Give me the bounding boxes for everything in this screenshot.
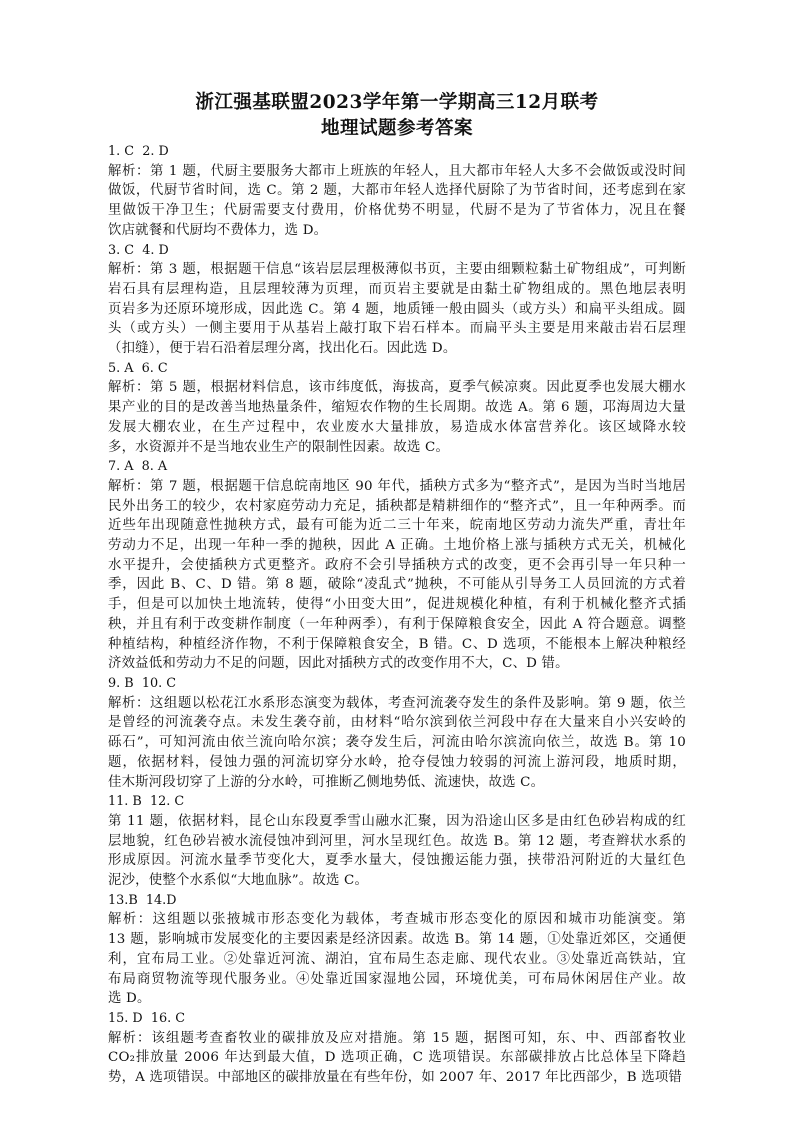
explanation-line: 佳木斯河段切穿了上游的分水岭，可推断乙侧地势低、流速快，故选 C。 bbox=[108, 774, 545, 790]
answer-section bbox=[108, 792, 686, 891]
explanation-line: 水平提升，会使插秧方式更整齐。政府不会引导插秧方式的改变，更不会再引导一年只种一 bbox=[108, 557, 686, 573]
answer-section bbox=[108, 674, 686, 792]
explanation-line: 岩石具有层理构造，且层理较薄为页理，而页岩主要就是由黏土矿物组成的。黑色地层表明 bbox=[108, 281, 686, 297]
answer-section bbox=[108, 142, 686, 241]
explanation-line: 解析：第 1 题，代厨主要服务大都市上班族的年轻人，且大都市年轻人大多不会做饭或没时间 bbox=[108, 163, 686, 179]
explanation-line: 解析：该组题考查畜牧业的碳排放及应对措施。第 15 题，据图可知，东、中、西部畜牧业 bbox=[108, 1030, 686, 1046]
explanation-line: 饮店就餐和代厨均不费体力，选 D。 bbox=[108, 222, 328, 238]
explanation-line: 13 题，影响城市发展变化的主要因素是经济因素。故选 B。第 14 题，①处靠近郊区，交通便 bbox=[108, 932, 686, 948]
explanation-line: 头（或方头）一侧主要用于从基岩上敲打取下岩石样本。而扁平头主要是用来敲击岩石层理 bbox=[108, 321, 686, 337]
explanation-line: 砾石”，可知河流由依兰流向哈尔滨；袭夺发生后，河流由哈尔滨流向依兰，故选 B。第 10 bbox=[108, 735, 686, 751]
explanation-line: 势，A 选项错误。中部地区的碳排放量在有些年份，如 2007 年、2017 年比西部少，B 选项错 bbox=[108, 1070, 683, 1086]
explanation-line: 解析：第 7 题，根据题干信息皖南地区 90 年代，插秧方式多为“整齐式”，是因为当时当地居 bbox=[108, 478, 686, 494]
explanation-line: 层地貌，红色砂岩被水流侵蚀冲到河里，河水呈现红色。故选 B。第 12 题，考查辫状水系的 bbox=[108, 833, 686, 849]
answer-section bbox=[108, 891, 686, 1009]
explanation-line: 果产业的目的是改善当地热量条件，缩短农作物的生长周期。故选 A。第 6 题，邛海周边大量 bbox=[108, 400, 686, 416]
explanation-line: 解析：第 3 题，根据题干信息“该岩层层理极薄似书页，主要由细颗粒黏土矿物组成”，可判断 bbox=[108, 262, 686, 278]
explanation-line: CO₂排放量 2006 年达到最大值，D 选项正确，C 选项错误。东部碳排放占比总体呈下降趋 bbox=[108, 1050, 686, 1066]
answer-key: 11. B 12. C bbox=[108, 794, 185, 810]
answer-key: 3. C 4. D bbox=[108, 242, 169, 258]
explanation-line: 选 D。 bbox=[108, 991, 151, 1007]
explanation-line: 做饭，代厨节省时间，选 C。第 2 题，大都市年轻人选择代厨除了为节省时间，还考虑到在家 bbox=[108, 183, 686, 199]
explanation-line: 秧，并且有利于改变耕作制度（一年种两季），有利于保障粮食安全，因此 A 符合题意。调整 bbox=[108, 616, 686, 632]
answer-section bbox=[108, 359, 686, 458]
explanation-line: （扣缝），便于岩石沿着层理分离，找出化石。因此选 D。 bbox=[108, 341, 457, 357]
answer-document bbox=[108, 90, 686, 1088]
explanation-line: 第 11 题，依据材料，昆仑山东段夏季雪山融水汇聚，因为沿途山区多是由红色砂岩构成的红 bbox=[108, 813, 686, 829]
explanation-line: 形成原因。河流水量季节变化大，夏季水量大，侵蚀搬运能力强，挟带沿河附近的大量红色 bbox=[108, 853, 686, 869]
explanation-line: 解析：第 5 题，根据材料信息，该市纬度低，海拔高，夏季气候凉爽。因此夏季也发展大棚水 bbox=[108, 380, 686, 396]
explanation-line: 解析：这组题以张掖城市形态变化为载体，考查城市形态变化的原因和城市功能演变。第 bbox=[108, 912, 686, 928]
explanation-line: 季，因此 B、C、D 错。第 8 题，破除“凌乱式”抛秧，不可能从引导务工人员回流的方式着 bbox=[108, 577, 686, 593]
explanation-line: 利，宜布局工业。②处靠近河流、湖泊，宜布局生态走廊、现代农业。③处靠近高铁站，宜 bbox=[108, 951, 686, 967]
answer-section bbox=[108, 1009, 686, 1088]
answer-key: 13.B 14.D bbox=[108, 892, 177, 908]
answer-key: 7. A 8. A bbox=[108, 459, 168, 475]
explanation-line: 页岩多为还原环境形成，因此选 C。第 4 题，地质锤一般由圆头（或方头）和扁平头组成。圆 bbox=[108, 301, 686, 317]
explanation-line: 种植结构，种植经济作物，不利于保障粮食安全，B 错。C、D 选项，不能根本上解决种粮经 bbox=[108, 636, 686, 652]
answer-sections bbox=[108, 142, 686, 1088]
answer-key: 5. A 6. C bbox=[108, 360, 168, 376]
explanation-line: 里做饭干净卫生；代厨需要支付费用，价格优势不明显，代厨不是为了节省体力，况且在餐 bbox=[108, 203, 686, 219]
explanation-line: 布局商贸物流等现代服务业。④处靠近国家湿地公园，环境优美，可布局休闲居住产业。故 bbox=[108, 971, 686, 987]
explanation-line: 劳动力不足，出现一年种一季的抛秧，因此 A 正确。土地价格上涨与插秧方式无关，机械化 bbox=[108, 538, 686, 554]
explanation-line: 泥沙，使整个水系似“大地血脉”。故选 C。 bbox=[108, 873, 369, 889]
explanation-line: 济效益低和劳动力不足的问题，因此对插秧方式的改变作用不大，C、D 错。 bbox=[108, 656, 569, 672]
explanation-line: 手，但是可以加快土地流转，使得“小田变大田”，促进规模化种植，有利于机械化整齐式插 bbox=[108, 597, 686, 613]
document-subtitle: 地理试题参考答案 bbox=[320, 118, 473, 139]
explanation-line: 发展大棚农业，在生产过程中，农业废水大量排放，易造成水体富营养化。该区域降水较 bbox=[108, 419, 686, 435]
answer-key: 1. C 2. D bbox=[108, 144, 169, 159]
explanation-line: 民外出务工的较少，农村家庭劳动力充足，插秧都是精耕细作的“整齐式”，且一年种两季。而 bbox=[108, 498, 686, 514]
answer-section bbox=[108, 457, 686, 674]
answer-key: 9. B 10. C bbox=[108, 675, 177, 691]
explanation-line: 近些年出现随意性抛秧方式，最有可能为近二三十年来，皖南地区劳动力流失严重，青壮年 bbox=[108, 518, 686, 534]
document-title: 浙江强基联盟2023学年第一学期高三12月联考 bbox=[195, 92, 599, 113]
explanation-line: 是曾经的河流袭夺点。未发生袭夺前，由材料“哈尔滨到依兰河段中存在大量来自小兴安岭的 bbox=[108, 715, 686, 731]
answer-key: 15. D 16. C bbox=[108, 1010, 186, 1026]
explanation-line: 解析：这组题以松花江水系形态演变为载体，考查河流袭夺发生的条件及影响。第 9 题，依兰 bbox=[108, 695, 686, 711]
answer-section bbox=[108, 241, 686, 359]
explanation-line: 多，水资源并不是当地农业生产的限制性因素。故选 C。 bbox=[108, 439, 450, 455]
explanation-line: 题，依据材料，侵蚀力强的河流切穿分水岭，抢夺侵蚀力较弱的河流上游河段，地质时期， bbox=[108, 754, 686, 770]
